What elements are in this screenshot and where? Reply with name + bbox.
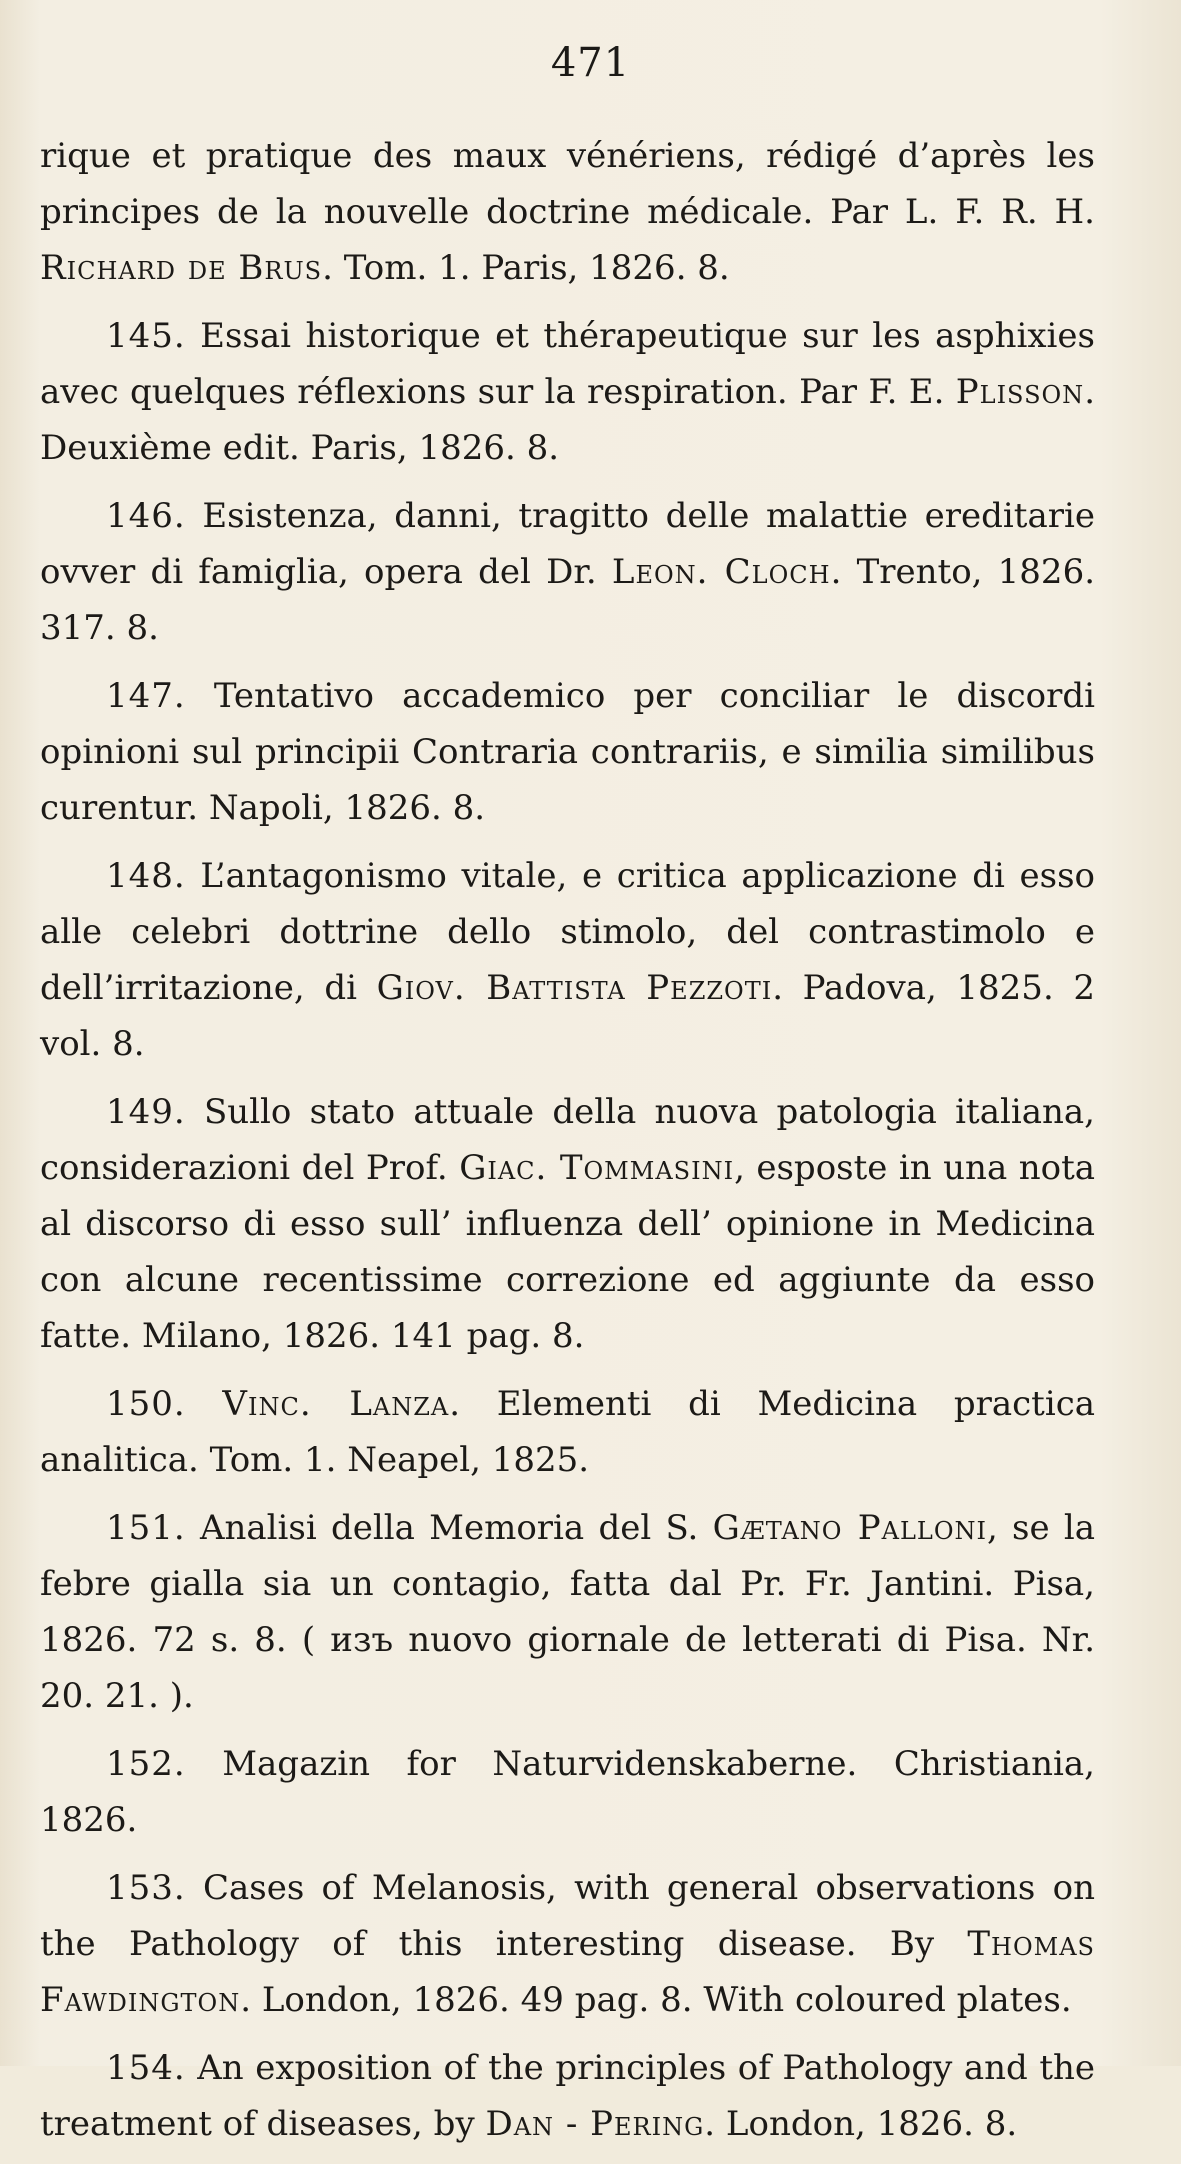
page-number: 471 [550,40,631,86]
author-name: Leon. Cloch [611,552,831,592]
entry-number: 147. [106,676,186,716]
entry-number: 150. [106,1384,186,1424]
bibliography-entry: 152. Magazin for Naturvidenskaberne. Christiania, 1826. [40,1744,1095,1840]
bibliography-list [40,128,1095,2164]
bibliography-entry: 149. Sullo stato attuale della nuova patologia italiana, considerazioni del Prof. Giac. Tommasini, esposte in una nota al discorso di esso sull’ influenza dell’ opinione in Medicina con alcune recentissime correzione ed aggiunte da esso fatte. Milano, 1826. 141 pag. 8. [40,1092,1096,1356]
author-name: Plisson [955,372,1085,412]
entry-number: 149. [106,1092,186,1132]
bibliography-entry: 154. An exposition of the principles of Pathology and the treatment of diseases, by Dan - Pering. London, 1826. 8. [40,2048,1095,2144]
bibliography-entry: 145. Essai historique et thérapeutique sur les asphixies avec quelques réflexions sur la respiration. Par F. E. Plisson. Deuxième edit. Paris, 1826. 8. [40,316,1095,468]
entry-number: 151. [106,1508,186,1548]
author-name: Thomas Fawdington [40,1924,1095,2020]
bibliography-entry: 150. Vinc. Lanza. Elementi di Medicina practica analitica. Tom. 1. Neapel, 1825. [40,1384,1096,1480]
entry-number: 154. [106,2048,186,2088]
entry-number: 152. [106,1744,186,1784]
entry-number: 145. [106,316,186,356]
bibliography-entry: 146. Esistenza, danni, tragitto delle malattie ereditarie ovver di famiglia, opera del Dr. Leon. Cloch. Trento, 1826. 317. 8. [40,496,1096,648]
bibliography-entry: 148. L’antagonismo vitale, e critica applicazione di esso alle celebri dottrine dello stimolo, del contrastimolo e dell’irritazione, di Giov. Battista Pezzoti. Padova, 1825. 2 vol. 8. [40,856,1096,1064]
author-name: Giov. Battista Pezzoti [376,968,773,1008]
bibliography-entry: 151. Analisi della Memoria del S. Gætano Palloni, se la febre gialla sia un contagio, fatta dal Pr. Fr. Jantini. Pisa, 1826. 72 s. 8. ( изъ nuovo giornale de letterati di Pisa. Nr. 20. 21. ). [40,1508,1096,1716]
entry-number: 148. [106,856,186,896]
author-name: Gætano Palloni [712,1508,987,1548]
bibliography-entry: 147. Tentativo accademico per conciliar le discordi opinioni sul principii Contraria contrariis, e similia similibus curentur. Napoli, 1826. 8. [40,676,1095,828]
author-name: Dan - Pering [485,2104,705,2144]
entry-number: 153. [106,1868,186,1908]
author-name: Giac. Tommasini [459,1148,735,1188]
author-name: Richard de Brus [40,248,323,288]
entry-number: 146. [106,496,186,536]
bibliography-entry: rique et pratique des maux vénériens, rédigé d’après les principes de la nouvelle doctrine médicale. Par L. F. R. H. Richard de Brus. Tom. 1. Paris, 1826. 8. [40,136,1095,288]
bibliography-entry: 153. Cases of Melanosis, with general observations on the Pathology of this interesting disease. By Thomas Fawdington. London, 1826. 49 pag. 8. With coloured plates. [40,1868,1095,2020]
author-name: Vinc. Lanza [222,1384,450,1424]
